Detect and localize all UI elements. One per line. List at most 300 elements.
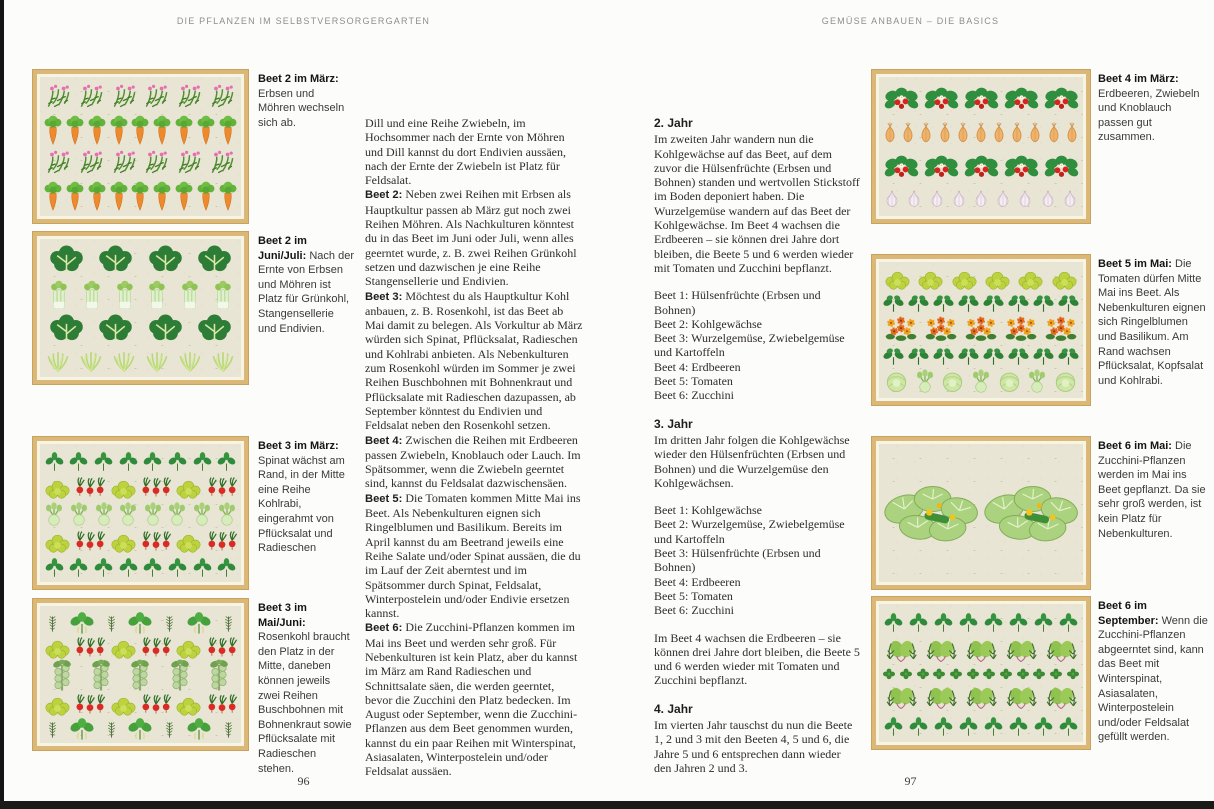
pea-icon	[207, 82, 238, 111]
bed-row	[42, 502, 239, 526]
caption-lead: Beet 6 im September:	[1098, 600, 1159, 627]
bean-icon	[67, 716, 97, 741]
spinach-icon	[141, 450, 164, 472]
spinach-icon	[957, 715, 980, 737]
savory-icon	[46, 717, 59, 741]
carrot-icon	[43, 179, 63, 212]
carrot-icon	[152, 113, 172, 146]
lettuce-icon	[43, 694, 72, 716]
carrot-icon	[130, 179, 150, 212]
spinach-icon	[67, 450, 90, 472]
bed-row	[42, 529, 239, 553]
carrot-icon	[218, 113, 238, 146]
feldsalat-icon	[1032, 668, 1046, 680]
bed-illustration-beet-6-mai	[872, 437, 1090, 589]
bed-row	[42, 635, 239, 659]
garlic-icon	[972, 189, 990, 208]
marigold-icon	[1043, 316, 1079, 342]
figure-caption	[258, 234, 354, 336]
kohlrabi-icon	[42, 502, 66, 526]
endive-icon	[208, 346, 238, 373]
year-heading: 3. Jahr	[654, 416, 693, 431]
savory-icon	[163, 611, 176, 635]
seedling-icon	[1007, 346, 1030, 366]
bed-assignment-item: Beet 5: Tomaten	[654, 588, 733, 603]
bed-row	[42, 148, 239, 177]
lettuce-icon	[43, 637, 72, 659]
caption-lead: Beet 2 im Juni/Juli:	[258, 235, 307, 262]
garlic-icon	[1039, 189, 1057, 208]
kopfsalat-icon	[938, 370, 967, 393]
caption-lead: Beet 6 im Mai:	[1098, 440, 1172, 452]
spinach-icon	[982, 715, 1005, 737]
figure-caption	[1098, 72, 1208, 145]
spinach-icon	[1032, 611, 1055, 633]
rosenkohl-icon	[126, 659, 154, 692]
garlic-icon	[1016, 189, 1034, 208]
carrot-icon	[43, 113, 63, 146]
pea-icon	[109, 82, 140, 111]
kohlrabi-icon	[190, 502, 214, 526]
radishes-icon	[140, 692, 172, 716]
feldsalat-icon	[1016, 668, 1030, 680]
carrot-icon	[174, 113, 194, 146]
seedling-icon	[907, 346, 930, 366]
feldsalat-icon	[966, 668, 980, 680]
bed-assignment-item: Beet 3: Hülsenfrüchte (Erbsen und Bohnen)	[654, 546, 821, 575]
spinach-icon	[1007, 611, 1030, 633]
lettuce-icon	[1016, 268, 1045, 290]
pea-icon	[76, 82, 107, 111]
seedling-icon	[932, 293, 955, 313]
bed-row	[42, 716, 239, 741]
onion-icon	[1046, 121, 1062, 144]
radishes-icon	[74, 475, 106, 499]
caption-lead: Beet 5 im Mai:	[1098, 258, 1172, 270]
lettuce-icon	[109, 637, 138, 659]
seedling-icon	[932, 346, 955, 366]
bean-icon	[184, 716, 214, 741]
feldsalat-icon	[949, 668, 963, 680]
carrot-icon	[65, 113, 85, 146]
spinach-icon	[166, 556, 189, 578]
bed-assignment-item: Beet 6: Zucchini	[654, 603, 734, 618]
caption-text: Rosenkohl braucht den Platz in der Mitte, daneben können jeweils zwei Reihen Buschbohnen mit Bohnenkraut sowie Pflücksalate mit Radieschen stehen.	[258, 631, 352, 775]
feldsalat-icon	[999, 668, 1013, 680]
bed-row	[42, 692, 239, 716]
bed-row	[881, 448, 1081, 579]
bed-row	[881, 293, 1081, 313]
kale-icon	[143, 313, 188, 344]
radishes-icon	[74, 529, 106, 553]
year-heading: 4. Jahr	[654, 701, 693, 716]
carrot-icon	[152, 179, 172, 212]
bed-illustration-beet-3-maerz	[33, 437, 248, 589]
caption-lead: Beet 2 im März:	[258, 73, 339, 85]
kopfsalat-icon	[1051, 370, 1080, 393]
savory-icon	[105, 611, 118, 635]
paragraph-lead: Beet 5:	[365, 492, 403, 505]
radishes-icon	[206, 692, 238, 716]
bed-illustration-beet-2-juni-juli	[33, 232, 248, 384]
pea-icon	[109, 148, 140, 177]
garlic-icon	[928, 189, 946, 208]
figure-caption	[258, 439, 354, 556]
seedling-icon	[957, 346, 980, 366]
spinach-icon	[215, 450, 238, 472]
bed-row	[881, 268, 1081, 290]
carrot-icon	[65, 179, 85, 212]
page-number-right: 97	[904, 774, 917, 788]
asia-icon	[1043, 638, 1079, 663]
asia-icon	[1043, 685, 1079, 710]
seedling-icon	[882, 346, 905, 366]
bed-illustration-beet-2-maerz	[33, 70, 248, 223]
paragraph-lead: Beet 2:	[365, 189, 403, 202]
spinach-icon	[117, 556, 140, 578]
kale-icon	[93, 313, 138, 344]
pea-icon	[207, 148, 238, 177]
figure-caption	[1098, 439, 1208, 541]
kohlrabi-icon	[141, 502, 165, 526]
bed-row	[881, 715, 1081, 737]
asia-icon	[883, 638, 919, 663]
bed-row	[42, 82, 239, 111]
spinach-icon	[215, 556, 238, 578]
celery-icon	[177, 277, 202, 310]
seedling-icon	[1057, 293, 1080, 313]
endive-icon	[175, 346, 205, 373]
radishes-icon	[74, 692, 106, 716]
body-paragraph: Im dritten Jahr folgen die Kohlgewächse wieder den Hülsenfrüchten (Erbsen und Bohnen) und die Wurzelgemüse den Kohlgewächsen.	[654, 432, 850, 490]
lettuce-icon	[109, 694, 138, 716]
seedling-icon	[882, 293, 905, 313]
spinach-icon	[982, 611, 1005, 633]
spinach-icon	[43, 450, 66, 472]
caption-lead: Beet 3 im Mai/Juni:	[258, 602, 307, 629]
figure-caption	[258, 72, 354, 130]
lettuce-icon	[43, 477, 72, 499]
bed-illustration-beet-3-mai-juni	[33, 599, 248, 750]
body-paragraph: Beet 5: Die Tomaten kommen Mitte Mai ins Beet. Als Nebenkulturen eignen sich Ringelblumen und Basilikum. Bereits im April kannst du am Beetrand jeweils eine Reihe Salate und/oder Spinat aussäen, die du im Lauf der Zeit aberntest und im Spätsommer durch Spinat, Feldsalat, Winterpostelein und/oder Endivie ersetzen kannst.	[365, 490, 581, 621]
onion-icon	[1064, 121, 1080, 144]
bed-row	[881, 668, 1081, 680]
carrot-icon	[196, 113, 216, 146]
spinach-icon	[1057, 715, 1080, 737]
bed-assignment-item: Beet 2: Wurzelgemüse, Zwiebelgemüse und Kartoffeln	[654, 517, 845, 546]
lettuce-icon	[109, 531, 138, 553]
spinach-icon	[117, 450, 140, 472]
endive-icon	[109, 346, 139, 373]
bed-row	[42, 179, 239, 212]
celery-icon	[112, 277, 137, 310]
bed-assignment-item: Beet 1: Kohlgewächse	[654, 503, 762, 518]
bed-row	[42, 659, 239, 692]
seedling-icon	[1032, 293, 1055, 313]
kale-icon	[192, 244, 237, 275]
bed-assignment-item: Beet 4: Erdbeeren	[654, 574, 741, 589]
bed-row	[881, 611, 1081, 633]
bed-assignment-list	[654, 288, 860, 402]
feldsalat-icon	[1049, 668, 1063, 680]
paragraph-lead: Beet 4:	[365, 434, 403, 447]
spinach-icon	[907, 611, 930, 633]
spinach-icon	[166, 450, 189, 472]
lettuce-icon	[883, 268, 912, 290]
kohlrabi-icon	[913, 369, 937, 393]
garlic-icon	[950, 189, 968, 208]
onion-icon	[1009, 121, 1025, 144]
bed-row	[42, 277, 239, 310]
spinach-icon	[882, 715, 905, 737]
zucchini-icon	[881, 480, 981, 548]
lettuce-icon	[950, 268, 979, 290]
seedling-icon	[982, 346, 1005, 366]
kopfsalat-icon	[995, 370, 1024, 393]
seedling-icon	[957, 293, 980, 313]
asia-icon	[923, 638, 959, 663]
marigold-icon	[1003, 316, 1039, 342]
asia-icon	[923, 685, 959, 710]
marigold-icon	[923, 316, 959, 342]
spinach-icon	[882, 611, 905, 633]
bean-icon	[125, 716, 155, 741]
radishes-icon	[206, 635, 238, 659]
asia-icon	[963, 638, 999, 663]
bed-illustration-beet-4-maerz	[872, 70, 1090, 223]
lettuce-icon	[983, 268, 1012, 290]
body-paragraph: Dill und eine Reihe Zwiebeln, im Hochsommer nach der Ernte von Möhren und Dill kannst du dort Endivien aussäen, nach der Ernte der Zwiebeln ist Platz für Feldsalat.	[365, 116, 566, 188]
kohlrabi-icon	[67, 502, 91, 526]
lettuce-icon	[174, 531, 203, 553]
strawberry-icon	[883, 86, 920, 112]
endive-icon	[142, 346, 172, 373]
carrot-icon	[87, 113, 107, 146]
rosenkohl-icon	[48, 659, 76, 692]
bed-row	[881, 154, 1081, 180]
running-head-left: DIE PFLANZEN IM SELBSTVERSORGERGARTEN	[176, 16, 431, 26]
paragraph-lead: Beet 3:	[365, 290, 403, 303]
garlic-icon	[905, 189, 923, 208]
lettuce-icon	[109, 477, 138, 499]
onion-icon	[937, 121, 953, 144]
strawberry-icon	[923, 86, 960, 112]
pea-icon	[141, 148, 172, 177]
celery-icon	[144, 277, 169, 310]
pea-icon	[43, 148, 74, 177]
rosenkohl-icon	[87, 659, 115, 692]
caption-text: Erdbeeren, Zwiebeln und Knoblauch passen gut zusammen.	[1098, 87, 1200, 144]
savory-icon	[222, 611, 235, 635]
strawberry-icon	[1003, 154, 1040, 180]
onion-icon	[973, 121, 989, 144]
bed-row	[881, 86, 1081, 112]
seedling-icon	[1032, 346, 1055, 366]
body-column-left	[365, 116, 583, 779]
feldsalat-icon	[982, 668, 996, 680]
spinach-icon	[1057, 611, 1080, 633]
seedling-icon	[1007, 293, 1030, 313]
radishes-icon	[140, 635, 172, 659]
spinach-icon	[932, 715, 955, 737]
radishes-icon	[206, 529, 238, 553]
bed-row	[42, 244, 239, 275]
onion-icon	[991, 121, 1007, 144]
bed-row	[881, 638, 1081, 663]
bean-icon	[67, 610, 97, 635]
carrot-icon	[87, 179, 107, 212]
carrot-icon	[196, 179, 216, 212]
strawberry-icon	[1043, 154, 1080, 180]
caption-text: Erbsen und Möhren wechseln sich ab.	[258, 87, 345, 129]
lettuce-icon	[174, 477, 203, 499]
savory-icon	[222, 717, 235, 741]
garlic-icon	[1061, 189, 1079, 208]
spinach-icon	[191, 450, 214, 472]
strawberry-icon	[923, 154, 960, 180]
kohlrabi-icon	[116, 502, 140, 526]
body-paragraph: Beet 6: Die Zucchini-Pflanzen kommen im Mai ins Beet und werden sehr groß. Für Nebenkulturen ist kein Platz, aber du kannst im März am Rand Radieschen und Schnittsalate säen, die werden geerntet, bevor die Zucchini den Platz bedecken. Im August oder September, wenn die Zucchini-Pflanzen aus dem Beet genommen wurden, kannst du ein paar Reihen mit Winterspinat, Asiasalaten, Winterpostelein und/oder Feldsalat aussäen.	[365, 620, 578, 779]
paragraph-lead: Beet 6:	[365, 622, 403, 635]
bean-icon	[184, 610, 214, 635]
scan-edge-left	[0, 0, 4, 809]
body-paragraph: Im zweiten Jahr wandern nun die Kohlgewächse auf das Beet, auf dem zuvor die Hülsenfrüchte (Erbsen und Bohnen) standen und wertvollen Stickstoff im Boden deponiert haben. Die Wurzelgemüse wandern auf das Beet der Kohlgewächse. Im Beet 4 wachsen die Erdbeeren – sie können drei Jahre dort bleiben, die Beete 5 und 6 werden wieder mit Tomaten und Zucchini bepflanzt.	[654, 132, 860, 275]
caption-lead: Beet 3 im März:	[258, 440, 339, 452]
celery-icon	[46, 277, 71, 310]
lettuce-icon	[1050, 268, 1079, 290]
endive-icon	[76, 346, 106, 373]
asia-icon	[883, 685, 919, 710]
onion-icon	[1027, 121, 1043, 144]
kohlrabi-icon	[1025, 369, 1049, 393]
bed-assignment-item: Beet 2: Kohlgewächse	[654, 316, 762, 331]
body-paragraph: Beet 2: Neben zwei Reihen mit Erbsen als Hauptkultur passen ab März gut noch zwei Reihen Möhren. Als Nachkulturen könntest du in das Beet im Juni oder Juli, wenn alles geerntet wurde, z. B. zwei Reihen Grünkohl setzen und dazwischen je eine Reihe Stangensellerie und Endivien.	[365, 187, 577, 289]
spinach-icon	[932, 611, 955, 633]
scan-edge-bottom	[0, 801, 1214, 809]
kohlrabi-icon	[969, 369, 993, 393]
marigold-icon	[963, 316, 999, 342]
kale-icon	[44, 313, 89, 344]
page-number-left: 96	[297, 774, 310, 788]
spinach-icon	[43, 556, 66, 578]
strawberry-icon	[1003, 86, 1040, 112]
caption-text: Nach der Ernte von Erbsen und Möhren ist Platz für Grünkohl, Stangensellerie und Endivien.	[258, 249, 354, 335]
carrot-icon	[174, 179, 194, 212]
kale-icon	[192, 313, 237, 344]
strawberry-icon	[883, 154, 920, 180]
lettuce-icon	[174, 694, 203, 716]
caption-text: Die Zucchini-Pflanzen werden im Mai ins Beet gepflanzt. Da sie sehr groß werden, ist kein Platz für Nebenkulturen.	[1098, 440, 1206, 540]
feldsalat-icon	[1066, 668, 1080, 680]
spinach-icon	[67, 556, 90, 578]
onion-icon	[900, 121, 916, 144]
bed-row	[881, 685, 1081, 710]
spinach-icon	[1032, 715, 1055, 737]
spinach-icon	[907, 715, 930, 737]
marigold-icon	[883, 316, 919, 342]
body-paragraph: Beet 4: Zwischen die Reihen mit Erdbeeren passen Zwiebeln, Knoblauch oder Lauch. Im Spätsommer, wenn die Zwiebeln geerntet sind, kannst du Feldsalat dazwischensäen.	[365, 432, 581, 491]
asia-icon	[1003, 685, 1039, 710]
bed-row	[881, 121, 1081, 144]
savory-icon	[46, 611, 59, 635]
body-paragraph: Im vierten Jahr tauschst du nun die Beete 1, 2 und 3 mit den Beeten 4, 5 und 6, die Jahre 5 und 6 entsprechen dann wieder den Jahren 2 und 3.	[654, 717, 853, 775]
pea-icon	[76, 148, 107, 177]
rosenkohl-icon	[166, 659, 194, 692]
carrot-icon	[130, 113, 150, 146]
seedling-icon	[907, 293, 930, 313]
figure-caption	[1098, 599, 1208, 745]
pea-icon	[43, 82, 74, 111]
bean-icon	[125, 610, 155, 635]
feldsalat-icon	[932, 668, 946, 680]
spinach-icon	[957, 611, 980, 633]
running-head-right: GEMÜSE ANBAUEN – DIE BASICS	[821, 16, 1000, 26]
bed-assignment-item: Beet 3: Wurzelgemüse, Zwiebelgemüse und Kartoffeln	[654, 331, 845, 360]
bed-row	[42, 450, 239, 472]
strawberry-icon	[963, 86, 1000, 112]
caption-lead: Beet 4 im März:	[1098, 73, 1179, 85]
kohlrabi-icon	[165, 502, 189, 526]
bed-assignment-item: Beet 4: Erdbeeren	[654, 359, 741, 374]
onion-icon	[955, 121, 971, 144]
year-heading: 2. Jahr	[654, 116, 693, 130]
savory-icon	[105, 717, 118, 741]
feldsalat-icon	[916, 668, 930, 680]
lettuce-icon	[174, 637, 203, 659]
bed-row	[881, 189, 1081, 208]
figure-caption	[258, 601, 354, 776]
body-paragraph: Beet 3: Möchtest du als Hauptkultur Kohl anbauen, z. B. Rosenkohl, ist das Beet ab Mai damit zu belegen. Als Vorkultur ab März würden sich Spinat, Pflücksalat, Radieschen und Kohlrabi anbieten. Als Nebenkulturen zum Rosenkohl würden im Sommer je zwei Reihen Buschbohnen mit Bohnenkraut und Pflücksalate mit Radieschen dazupassen, ab September könntest du Endivien und Feldsalat neben den Rosenkohl setzen.	[365, 288, 583, 433]
carrot-icon	[218, 179, 238, 212]
caption-text: Die Tomaten dürfen Mitte Mai ins Beet. Als Nebenkulturen eignen sich Ringelblumen und Basilikum. Am Rand wachsen Pflücksalat, Kopfsalat und Kohlrabi.	[1098, 258, 1206, 387]
radishes-icon	[140, 529, 172, 553]
carrot-icon	[109, 113, 129, 146]
pea-icon	[174, 82, 205, 111]
bed-assignment-list	[654, 503, 860, 617]
lettuce-icon	[916, 268, 945, 290]
bed-assignment-item: Beet 1: Hülsenfrüchte (Erbsen und Bohnen)	[654, 288, 821, 317]
feldsalat-icon	[882, 668, 896, 680]
kale-icon	[44, 244, 89, 275]
body-column-right	[654, 116, 860, 775]
radishes-icon	[74, 635, 106, 659]
kale-icon	[143, 244, 188, 275]
garlic-icon	[883, 189, 901, 208]
rosenkohl-icon	[205, 659, 233, 692]
figure-caption	[1098, 257, 1208, 388]
kopfsalat-icon	[882, 370, 911, 393]
body-paragraph: Im Beet 4 wachsen die Erdbeeren – sie können drei Jahre dort bleiben, die Beete 5 und 6 werden wieder mit Tomaten und Zucchini bepflanzt.	[654, 630, 860, 688]
zucchini-icon	[981, 480, 1081, 548]
celery-icon	[210, 277, 235, 310]
kohlrabi-icon	[92, 502, 116, 526]
asia-icon	[1003, 638, 1039, 663]
bed-illustration-beet-5-mai	[872, 255, 1090, 405]
savory-icon	[163, 717, 176, 741]
bed-row	[42, 346, 239, 373]
radishes-icon	[140, 475, 172, 499]
strawberry-icon	[963, 154, 1000, 180]
bed-assignment-item: Beet 6: Zucchini	[654, 388, 734, 403]
bed-row	[881, 369, 1081, 393]
seedling-icon	[1057, 346, 1080, 366]
endive-icon	[43, 346, 73, 373]
bed-row	[881, 316, 1081, 342]
spinach-icon	[1007, 715, 1030, 737]
pea-icon	[174, 148, 205, 177]
kohlrabi-icon	[215, 502, 239, 526]
garlic-icon	[994, 189, 1012, 208]
